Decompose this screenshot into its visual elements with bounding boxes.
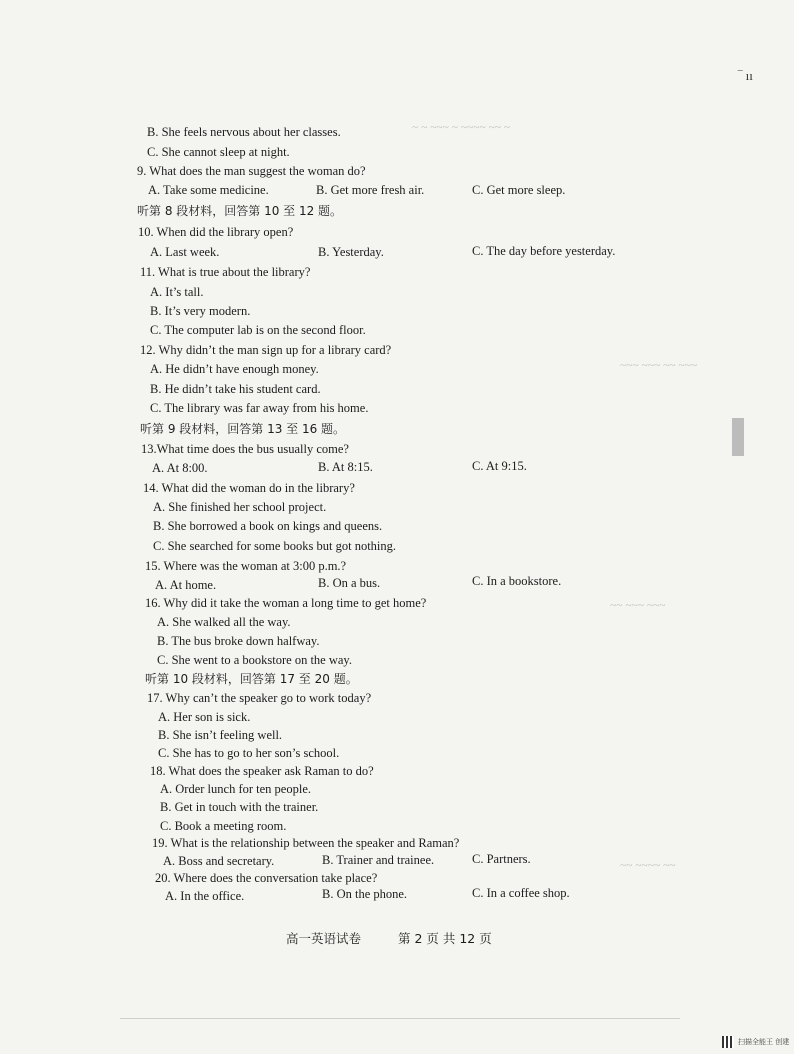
q10-option-c: C. The day before yesterday. [472,244,616,258]
q20-option-a: A. In the office. [165,889,245,903]
q10-option-a: A. Last week. [150,245,220,259]
q18-option-c: C. Book a meeting room. [160,819,287,833]
scan-watermark: 扫描全能王 创建 [738,1038,790,1046]
q16-option-c: C. She went to a bookstore on the way. [157,653,352,667]
q15-option-a: A. At home. [155,578,217,592]
bleed-through-text: ~~~ ~~~ ~~ ~~~ [620,360,698,372]
question-15: 15. Where was the woman at 3:00 p.m.? [145,559,347,573]
q16-option-a: A. She walked all the way. [157,615,291,629]
bleed-through-text: ~~ ~~~ ~~~ [610,600,666,612]
q17-option-c: C. She has to go to her son’s school. [158,746,340,760]
bleed-through-text: ~~ ~~~~ ~~ [620,860,676,872]
q9-option-b: B. Get more fresh air. [316,183,425,197]
q14-option-b: B. She borrowed a book on kings and queens. [153,519,383,533]
q8-option-b: B. She feels nervous about her classes. [147,125,341,139]
page-edge-line [120,1018,680,1019]
corner-mark: ‾ ıı [738,68,753,83]
question-18: 18. What does the speaker ask Raman to do? [150,764,374,778]
section-10-instruction: 听第 10 段材料，回答第 17 至 20 题。 [145,672,358,686]
q11-option-c: C. The computer lab is on the second floor. [150,323,366,337]
q19-option-b: B. Trainer and trainee. [322,853,435,867]
q13-option-a: A. At 8:00. [152,461,208,475]
question-10: 10. When did the library open? [138,225,294,239]
q9-option-a: A. Take some medicine. [148,183,269,197]
question-14: 14. What did the woman do in the library? [143,481,355,495]
q11-option-b: B. It’s very modern. [150,304,251,318]
q12-option-b: B. He didn’t take his student card. [150,382,321,396]
q11-option-a: A. It’s tall. [150,285,204,299]
q18-option-a: A. Order lunch for ten people. [160,782,311,796]
question-12: 12. Why didn’t the man sign up for a library card? [140,343,392,357]
section-8-instruction: 听第 8 段材料，回答第 10 至 12 题。 [137,204,343,218]
q9-option-c: C. Get more sleep. [472,183,566,197]
q10-option-b: B. Yesterday. [318,245,384,259]
q19-option-a: A. Boss and secretary. [163,854,275,868]
qr-code-icon [722,1036,734,1048]
q15-option-b: B. On a bus. [318,576,381,590]
section-9-instruction: 听第 9 段材料，回答第 13 至 16 题。 [140,422,346,436]
question-19: 19. What is the relationship between the speaker and Raman? [152,836,460,850]
q20-option-b: B. On the phone. [322,887,408,901]
q17-option-a: A. Her son is sick. [158,710,251,724]
q20-option-c: C. In a coffee shop. [472,886,570,900]
q12-option-c: C. The library was far away from his home. [150,401,369,415]
q17-option-b: B. She isn’t feeling well. [158,728,283,742]
q16-option-b: B. The bus broke down halfway. [157,634,320,648]
q13-option-c: C. At 9:15. [472,459,527,473]
q14-option-a: A. She finished her school project. [153,500,327,514]
q19-option-c: C. Partners. [472,852,531,866]
q18-option-b: B. Get in touch with the trainer. [160,800,319,814]
q14-option-c: C. She searched for some books but got nothing. [153,539,397,553]
q13-option-b: B. At 8:15. [318,460,373,474]
question-11: 11. What is true about the library? [140,265,311,279]
question-13: 13.What time does the bus usually come? [141,442,349,456]
q15-option-c: C. In a bookstore. [472,574,562,588]
question-20: 20. Where does the conversation take place? [155,871,378,885]
bleed-through-text: ~ ~ ~~~ ~ ~~~~ ~~ ~ [412,122,511,134]
question-16: 16. Why did it take the woman a long time to get home? [145,596,427,610]
exam-title: 高一英语试卷 [286,931,362,946]
side-stamp [732,418,744,456]
question-17: 17. Why can’t the speaker go to work today? [147,691,372,705]
question-9: 9. What does the man suggest the woman do? [137,164,366,178]
page-number: 第 2 页 共 12 页 [398,931,492,946]
q12-option-a: A. He didn’t have enough money. [150,362,319,376]
q8-option-c: C. She cannot sleep at night. [147,145,290,159]
